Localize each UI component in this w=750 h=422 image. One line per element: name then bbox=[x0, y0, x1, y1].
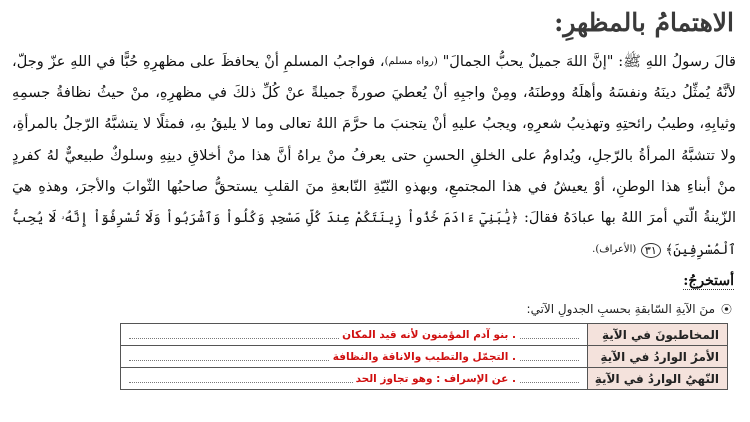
page-title: الاهتمامُ بالمظهرِ: bbox=[554, 8, 734, 37]
row-label-addressees: المخاطبونَ في الآيةِ bbox=[588, 324, 728, 346]
row-label-command: الأمرُ الواردُ في الآيةِ bbox=[588, 346, 728, 368]
table-row bbox=[121, 368, 728, 390]
table-row bbox=[121, 346, 728, 368]
lesson-paragraph bbox=[12, 46, 736, 266]
bullet-icon: ⦿ bbox=[721, 303, 732, 316]
instruction-line bbox=[527, 301, 732, 317]
answer-table bbox=[120, 323, 728, 390]
instruction-text: منَ الآيةِ السّابقةِ بحسبِ الجدولِ الآتي: bbox=[526, 302, 715, 316]
paragraph-body: ، فواجبُ المسلمِ أنْ يحافظَ على مظهرِهِ حُبًّا في اللهِ عزّ وجلّ، لأنَّهُ يُمثِّلُ دينَهُ ونفسَهُ وأهلَهُ ووطنَهُ، ومِنْ واجبِهِ أنْ يُعطيَ صورةً جميلةً عنْ كُلِّ ذلكَ في مظهرِهِ، منْ حيثُ نظافةُ جسمِهِ وثيابِهِ، وطيبُ رائحتِهِ وتهذيبُ شعرِهِ، ويجبُ عليهِ أنْ يتجنبَ ما حرَّمَ اللهُ تعالى وما لا يليقُ بهِ، فمثلًا لا يتشبَّهُ الرّجلُ بالمرأةِ، ولا تتشبَّهُ المرأةُ بالرّجلِ، ويُداومُ على الخلقِ الحسنِ حتى يعرفُ منْ يراهُ أنَّ هذا منْ أخلاقِ دينِهِ وسلوكٌ طبيعيٌّ لهُ كفردٍ منْ أبناءِ هذا الوطنِ، أوْ يعيشُ في هذا المجتمعِ، وبهذهِ النّيّةِ النّابعةِ منَ القلبِ يستحقُّ صاحبُها الثّوابَ والأجرَ، وهذهِ هيَ الزّينةُ الّتي أمرَ اللهُ بها عبادَهُ فقالَ: bbox=[12, 53, 737, 227]
row-label-prohibition: النّهيُ الواردُ في الآيةِ bbox=[588, 368, 728, 390]
hadith-text: قالَ رسولُ اللهِ ﷺ: "إنَّ اللهَ جميلٌ يحبُّ الجمالَ" bbox=[437, 53, 736, 70]
answer-text: . التجمّل والتطيب والاناقة والنظافة bbox=[330, 351, 519, 363]
quran-verse: ﴿يَٰبَنِيٓ ءَادَمَ خُذُواْ زِينَتَكُمْ عِندَ كُلِّ مَسْجِدٖ وَكُلُواْ وَٱشْرَبُواْ وَلَا تُسْرِفُوٓاْ إِنَّهُۥ لَا يُحِبُّ ٱلْمُسْرِفِينَ﴾ bbox=[12, 211, 736, 259]
answer-field-prohibition[interactable] bbox=[121, 368, 588, 390]
hadith-source: (رواه مسلم) bbox=[384, 56, 438, 67]
verse-source: (الأعراف). bbox=[592, 244, 637, 256]
answer-field-addressees[interactable] bbox=[121, 324, 588, 346]
verse-number: ٣١ bbox=[641, 243, 661, 258]
answer-text: . بنو آدم المؤمنون لأنه قيد المكان bbox=[339, 329, 519, 341]
answer-field-command[interactable] bbox=[121, 346, 588, 368]
table-row bbox=[121, 324, 728, 346]
extract-heading: أستخرجُ: bbox=[683, 273, 734, 289]
answer-text: . عن الإسراف : وهو تجاوز الحد bbox=[353, 373, 519, 385]
